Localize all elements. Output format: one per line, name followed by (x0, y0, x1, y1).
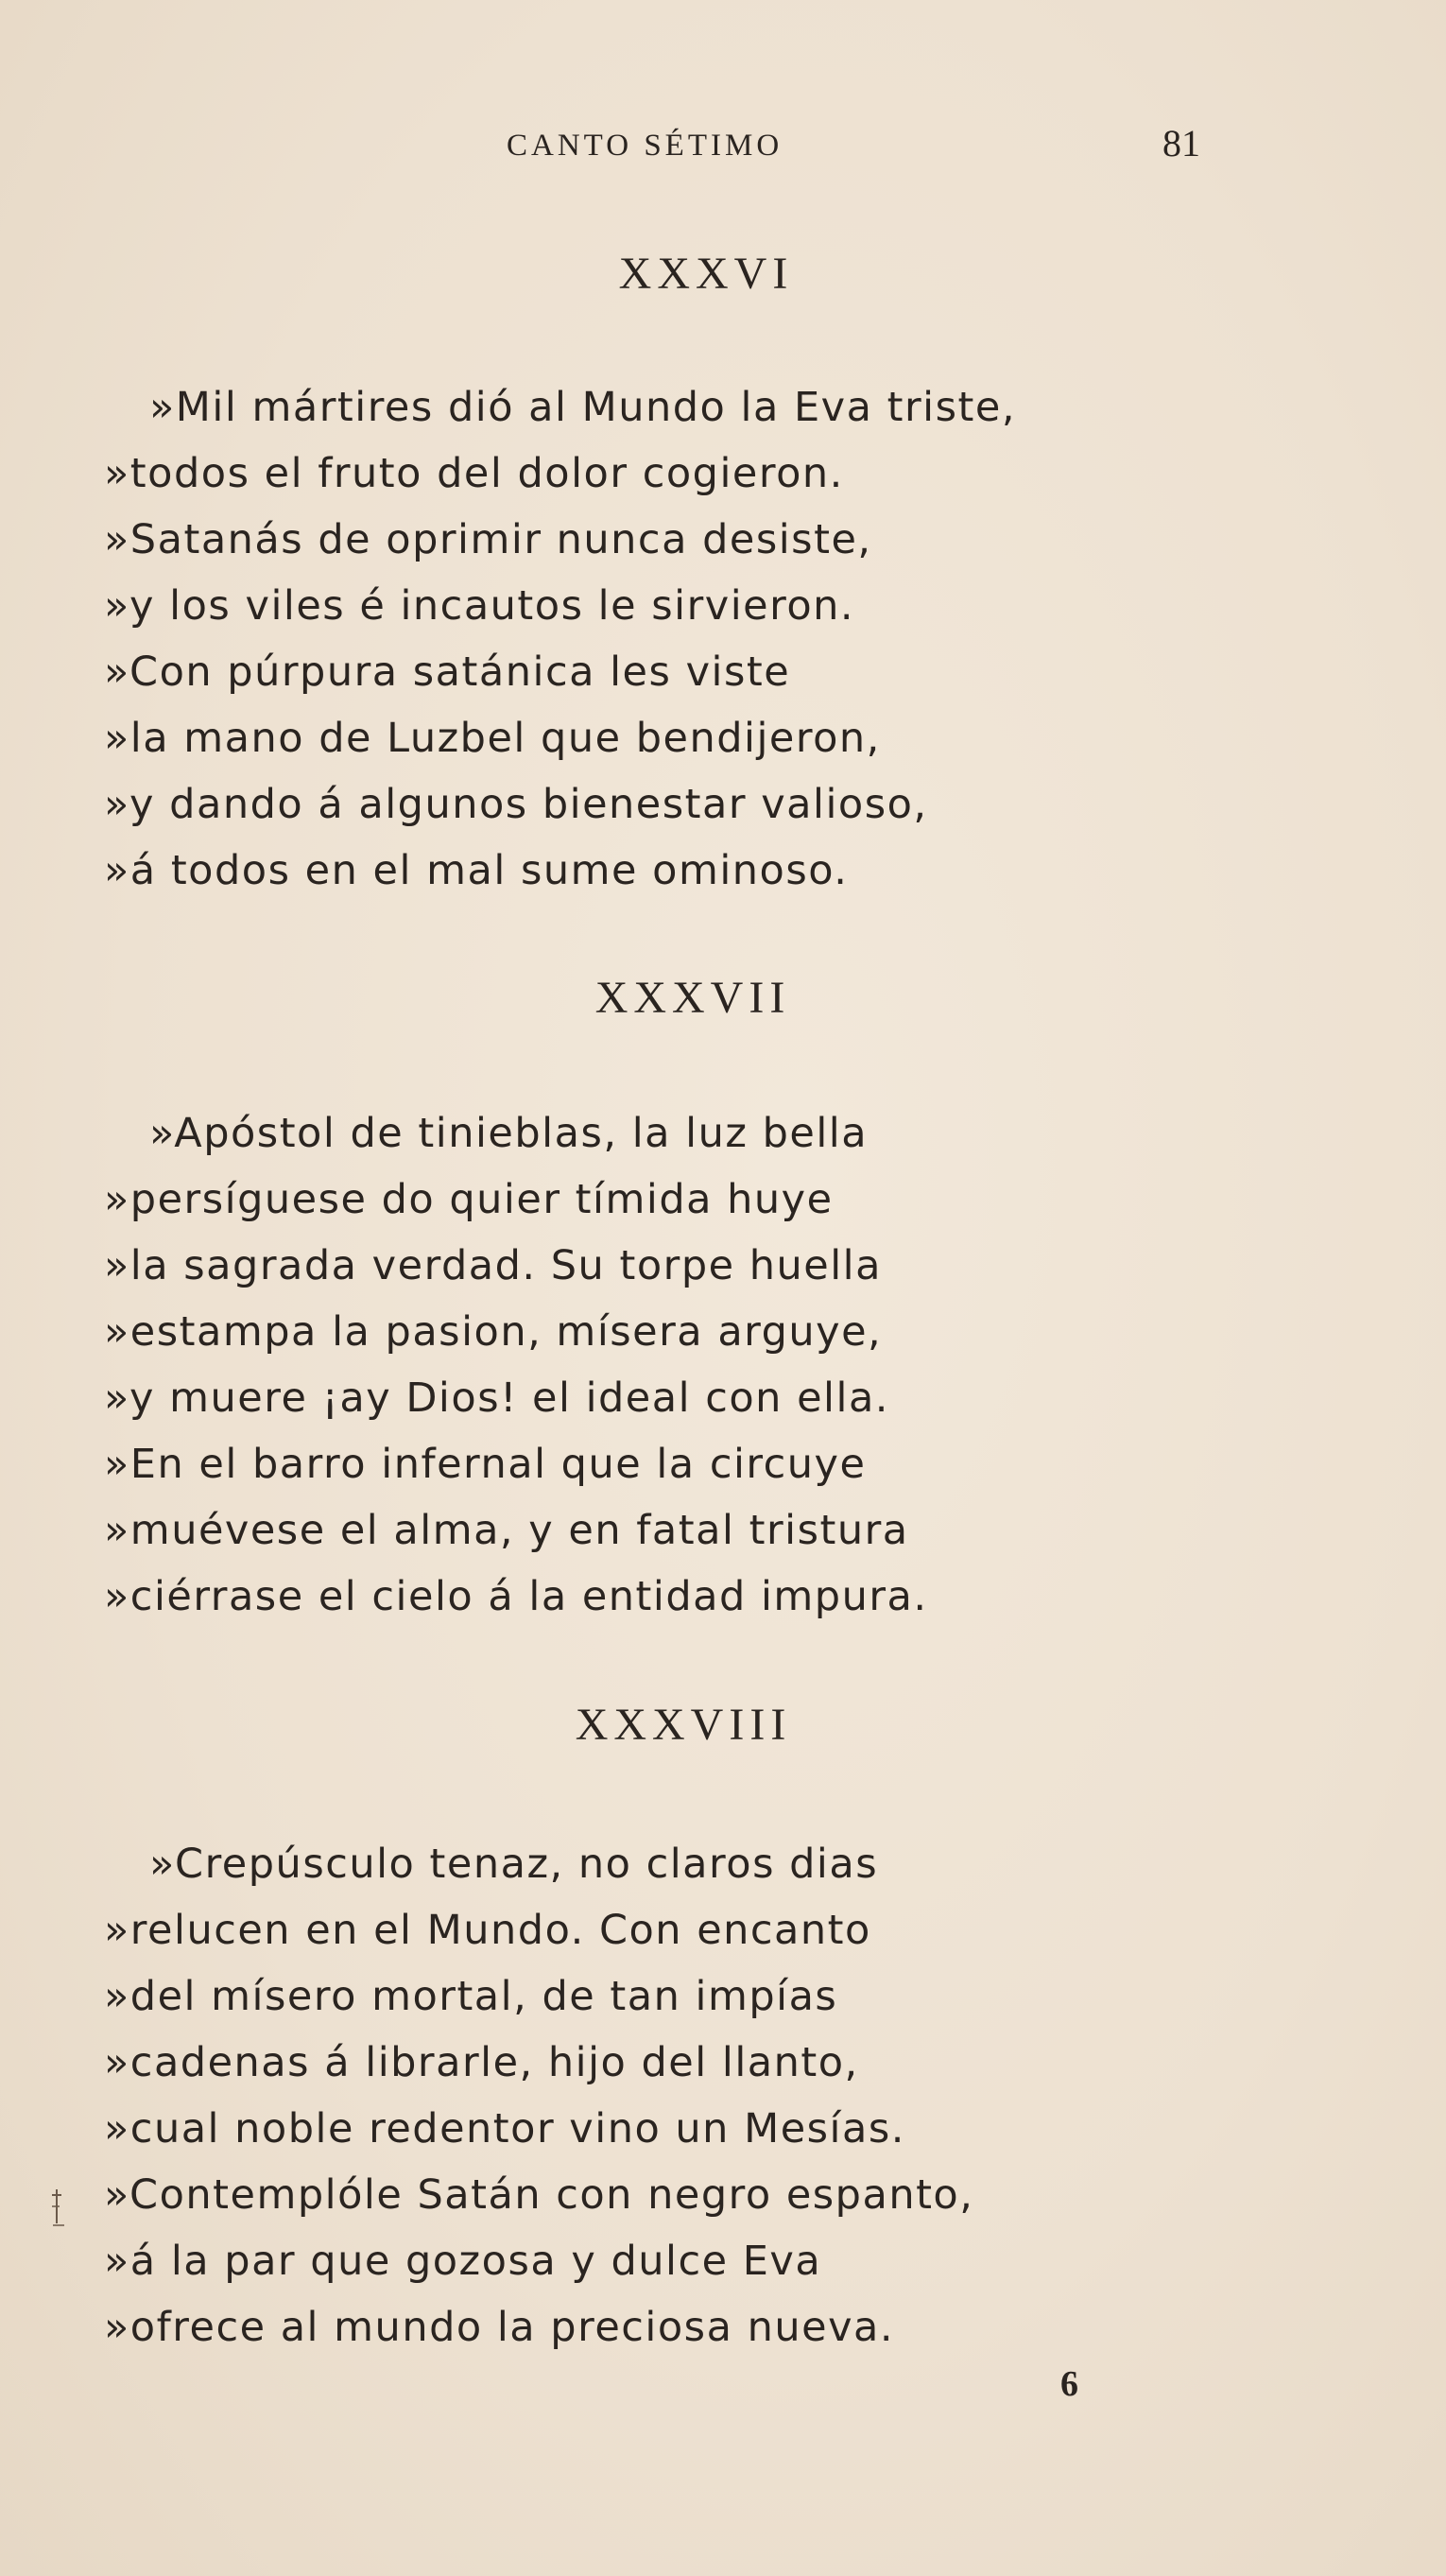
verse-line: »muévese el alma, y en fatal tristura (104, 1507, 909, 1554)
verse-line: »y los viles é incautos le sirvieron. (104, 582, 855, 630)
verse-line: »á la par que gozosa y dulce Eva (104, 2238, 822, 2285)
verse-line: »En el barro infernal que la circuye (104, 1441, 867, 1488)
verse-line: »Crepúsculo tenaz, no claros dias (149, 1841, 879, 1888)
verse-line: »ciérrase el cielo á la entidad impura. (104, 1573, 928, 1620)
stanza (104, 1831, 1238, 2360)
verse-line: »relucen en el Mundo. Con encanto (104, 1907, 871, 1954)
verse-line: »Apóstol de tinieblas, la luz bella (149, 1110, 869, 1157)
running-title: CANTO SÉTIMO (507, 129, 783, 163)
verse-line: »todos el fruto del dolor cogieron. (104, 450, 844, 497)
verse-line: »cual noble redentor vino un Mesías. (104, 2105, 905, 2152)
running-head (0, 121, 1446, 178)
stanza (104, 374, 1238, 904)
verse-line: »del mísero mortal, de tan impías (104, 1973, 838, 2020)
verse-line: »persíguese do quier tímida huye (104, 1176, 834, 1223)
signature-mark: 6 (1060, 2364, 1078, 2404)
verse-line: »ofrece al mundo la preciosa nueva. (104, 2304, 895, 2351)
verse-line: »y dando á algunos bienestar valioso, (104, 781, 928, 828)
verse-line: »la sagrada verdad. Su torpe huella (104, 1242, 882, 1289)
verse-line: »Mil mártires dió al Mundo la Eva triste, (149, 384, 1016, 431)
verse-line: »la mano de Luzbel que bendijeron, (104, 715, 881, 762)
verse-line: »Contemplóle Satán con negro espanto, (104, 2171, 974, 2219)
verse-line: »cadenas á librarle, hijo del llanto, (104, 2039, 859, 2086)
verse-line: »Satanás de oprimir nunca desiste, (104, 516, 872, 563)
stanza-heading: XXXVIII (575, 1700, 792, 1750)
page-number: 81 (1162, 122, 1200, 164)
stanza (104, 1100, 1238, 1630)
verse-line: »estampa la pasion, mísera arguye, (104, 1308, 883, 1356)
margin-mark-icon (49, 2186, 68, 2231)
stanza-heading: XXXVII (594, 973, 791, 1023)
stanza-heading: XXXVI (618, 249, 794, 299)
verse-line: »Con púrpura satánica les viste (104, 648, 791, 696)
verse-line: »á todos en el mal sume ominoso. (104, 847, 849, 894)
verse-line: »y muere ¡ay Dios! el ideal con ella. (104, 1374, 889, 1422)
